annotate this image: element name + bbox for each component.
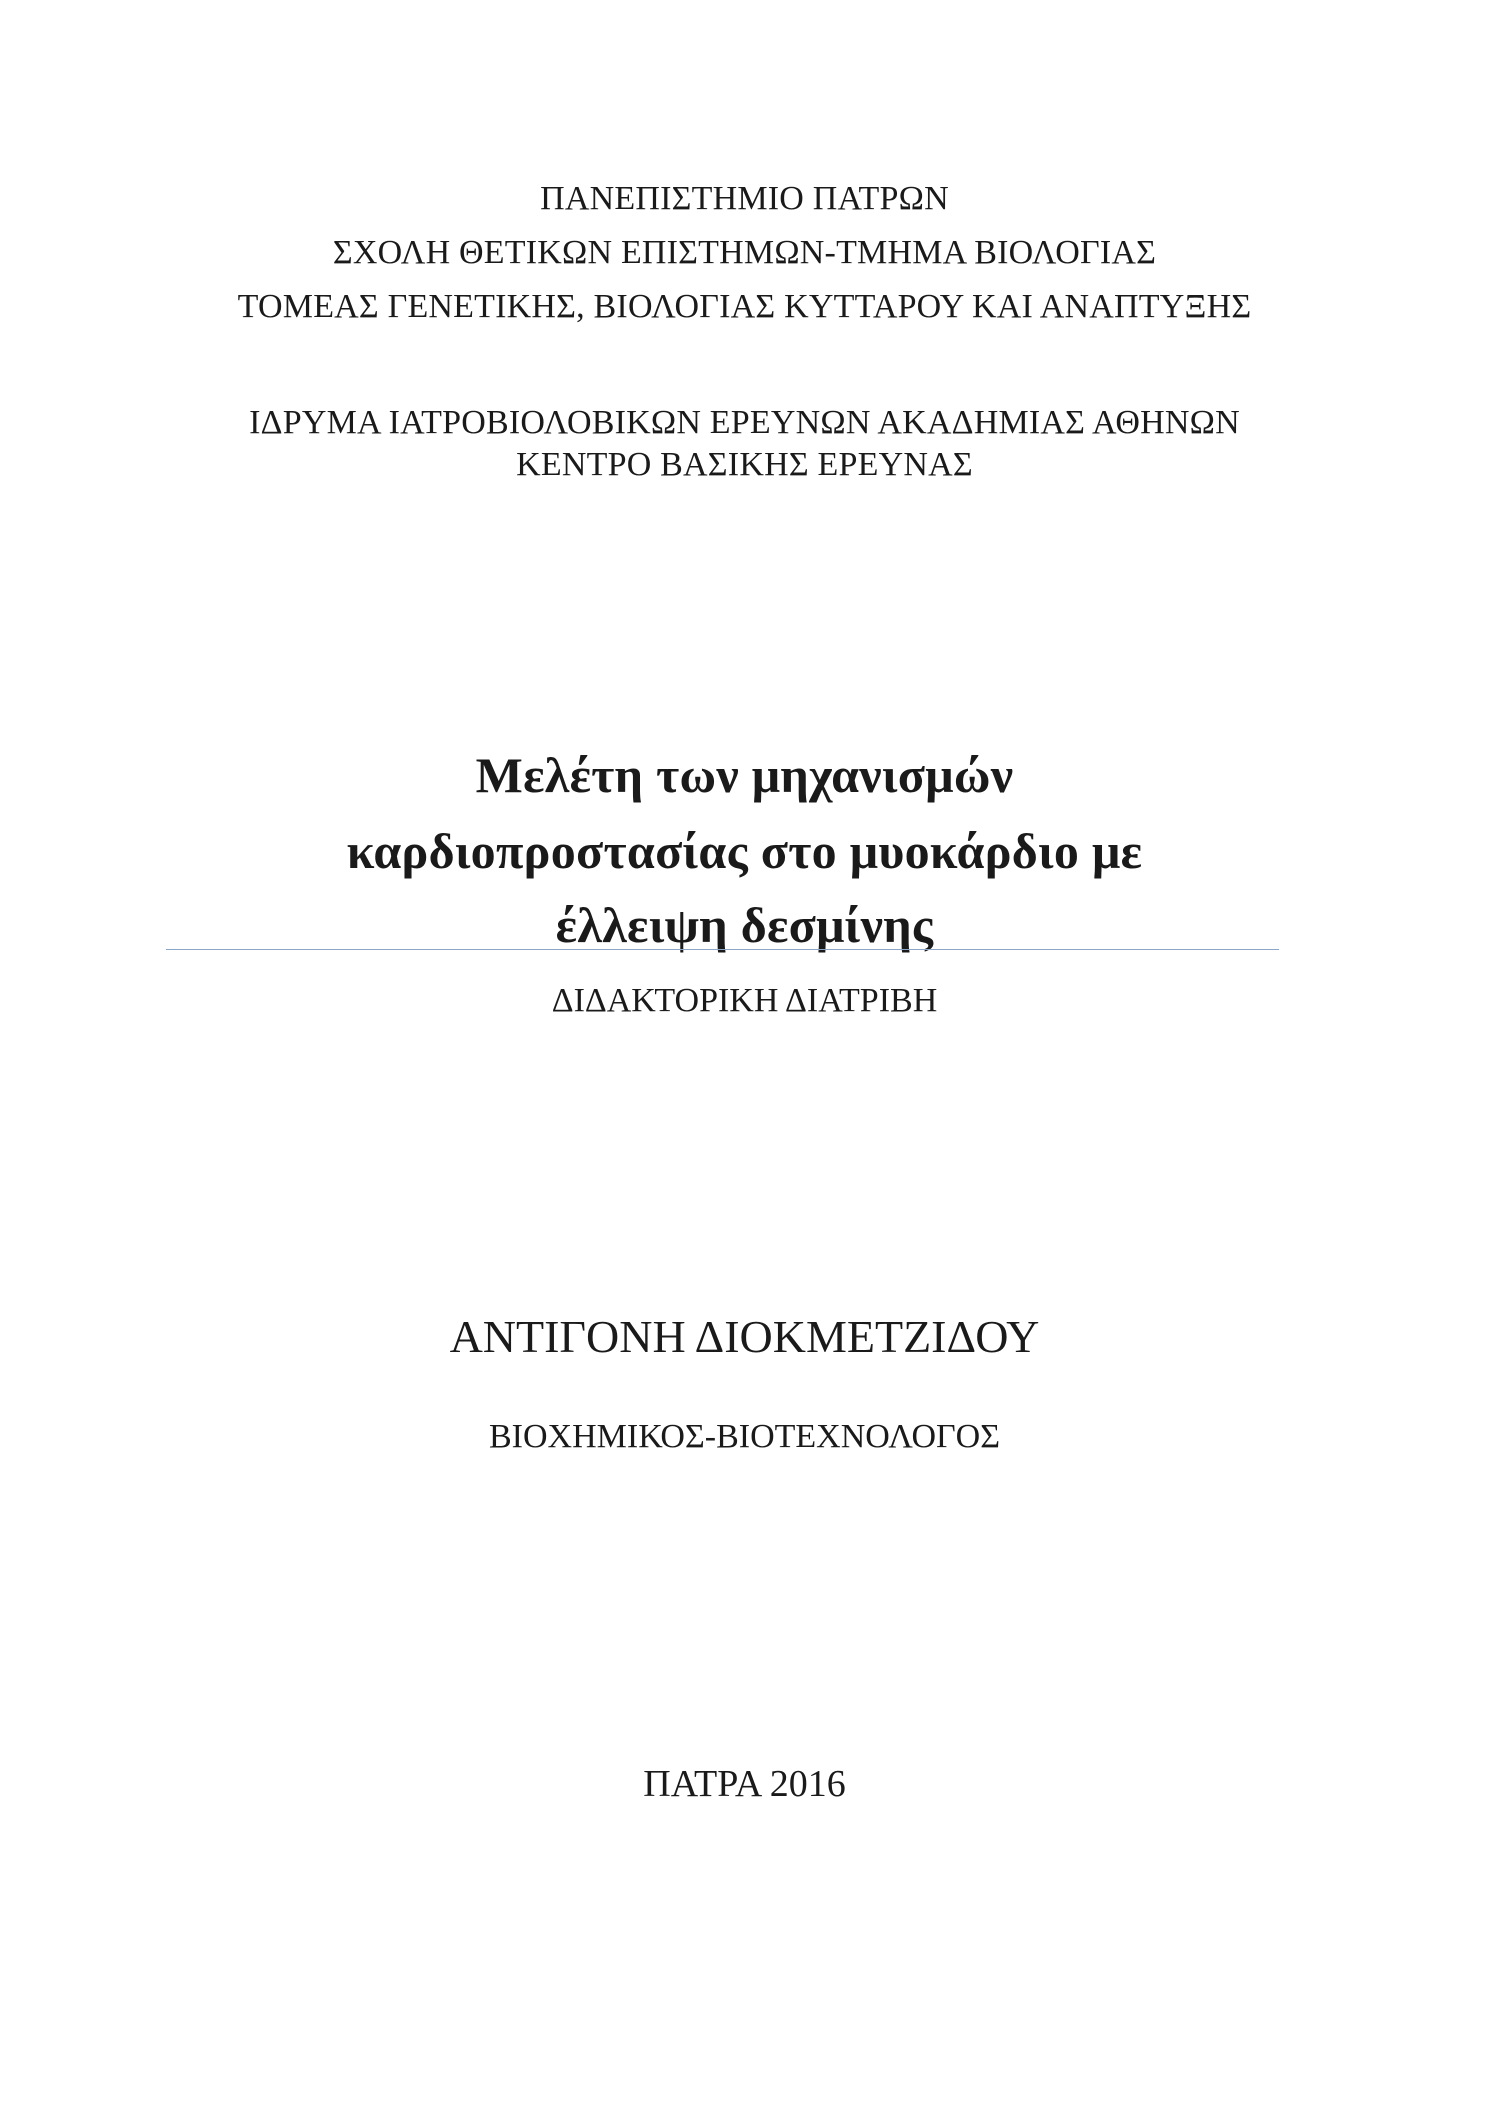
thesis-title-line-1: Μελέτη των μηχανισμών: [475, 747, 1014, 803]
author-name: ΑΝΤΙΓΟΝΗ ΔΙΟΚΜΕΤΖΙΔΟΥ: [449, 1311, 1040, 1362]
thesis-title-line-3: έλλειψη δεσμίνης: [555, 897, 934, 953]
title-underline-divider: [166, 949, 1279, 950]
research-center-name: ΚΕΝΤΡΟ ΒΑΣΙΚΗΣ ΕΡΕΥΝΑΣ: [516, 446, 973, 483]
foundation-name: ΙΔΡΥΜΑ ΙΑΤΡΟΒΙΟΛΟΒΙΚΩΝ ΕΡΕΥΝΩΝ ΑΚΑΔΗΜΙΑΣ ΑΘΗΝΩΝ: [249, 404, 1240, 441]
school-name: ΣΧΟΛΗ ΘΕΤΙΚΩΝ ΕΠΙΣΤΗΜΩΝ-ΤΜΗΜΑ ΒΙΟΛΟΓΙΑΣ: [332, 234, 1157, 271]
place-and-year: ΠΑΤΡΑ 2016: [643, 1763, 846, 1805]
author-profession: ΒΙΟΧΗΜΙΚΟΣ-ΒΙΟΤΕΧΝΟΛΟΓΟΣ: [488, 1418, 1001, 1455]
university-name: ΠΑΝΕΠΙΣΤΗΜΙΟ ΠΑΤΡΩΝ: [540, 180, 949, 217]
thesis-type: ΔΙΔΑΚΤΟΡΙΚΗ ΔΙΑΤΡΙΒΗ: [551, 982, 938, 1019]
thesis-title-line-2: καρδιοπροστασίας στο μυοκάρδιο με: [346, 823, 1143, 879]
sector-name: ΤΟΜΕΑΣ ΓΕΝΕΤΙΚΗΣ, ΒΙΟΛΟΓΙΑΣ ΚΥΤΤΑΡΟΥ ΚΑΙ ΑΝΑΠΤΥΞΗΣ: [237, 288, 1252, 325]
